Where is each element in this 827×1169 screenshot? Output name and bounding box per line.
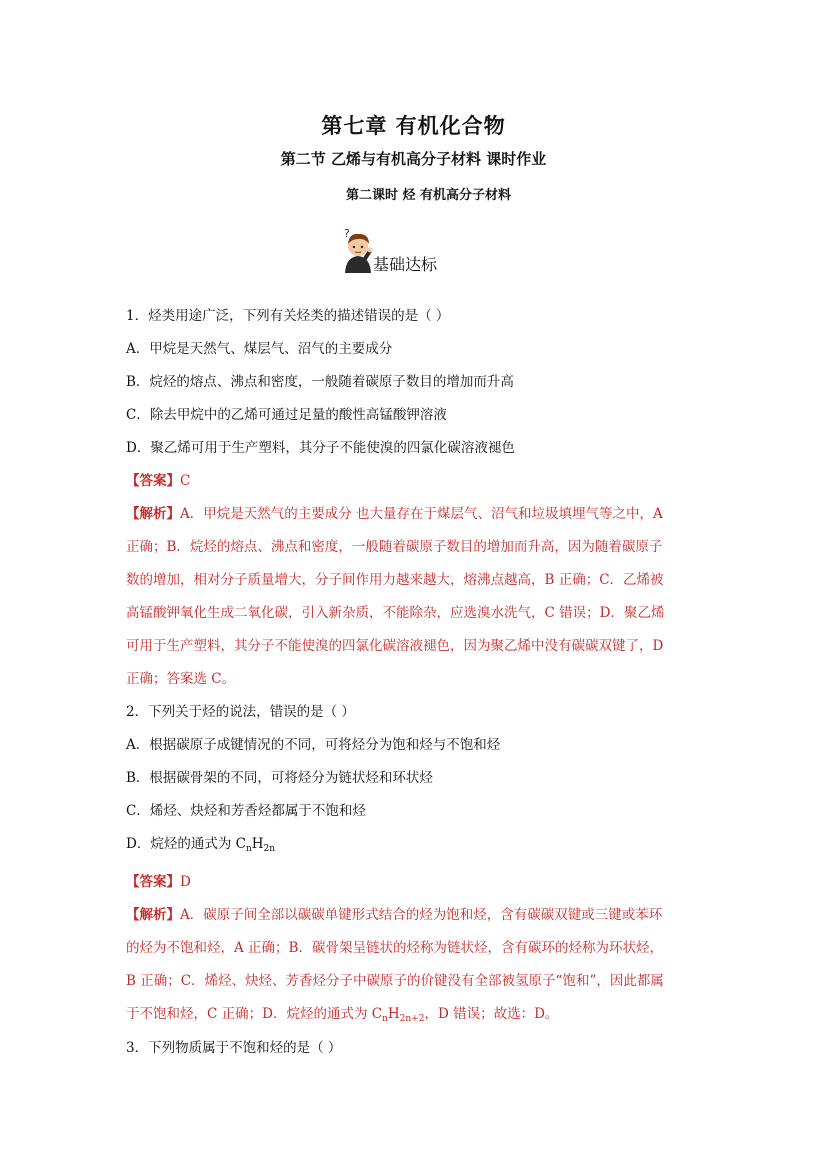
question-1-analysis-line [126,498,704,531]
analysis-hydrogen: H [387,1006,400,1022]
analysis-tag: 【解析】 [126,506,180,522]
answer-tag: 【答案】 [126,473,180,489]
lesson-title: 第二课时 烃 有机高分子材料 [345,188,512,203]
question-1-analysis-line: 正确；B．烷烃的熔点、沸点和密度，一般随着碳原子数目的增加而升高，因为随着碳原子 [126,539,663,555]
question-2-analysis-line: B 正确；C．烯烃、炔烃、芳香烃分子中碳原子的价键没有全部被氢原子“饱和”，因此都属 [126,973,664,989]
worksheet-content [126,300,704,1060]
analysis-text: A．碳原子间全部以碳碳单键形式结合的烃为饱和烃，含有碳碳双键或三键或苯环 [180,907,663,923]
analysis-tag: 【解析】 [126,907,180,923]
question-1-analysis-line: 正确；答案选 C。 [126,671,236,687]
question-1-analysis-line: 数的增加，相对分子质量增大，分子间作用力越来越大，熔沸点越高，B 正确；C．乙烯被 [126,572,664,588]
subscript: n [245,844,252,854]
answer-tag: 【答案】 [126,874,180,890]
badge-label: 基础达标 [373,255,438,274]
analysis-text: A．甲烷是天然气的主要成分 也大量存在于煤层气、沼气和垃圾填埋气等之中，A [180,506,663,522]
question-1-option-a: A．甲烷是天然气、煤层气、沼气的主要成分 [126,341,393,357]
analysis-text: 于不饱和烃，C 正确；D．烷烃的通式为 C [126,1006,383,1022]
option-d-hydrogen: H [251,836,264,852]
section-badge [340,226,460,274]
subscript: n [382,1014,388,1024]
question-1-stem: 1．烃类用途广泛，下列有关烃类的描述错误的是（ ） [126,308,450,324]
question-2-analysis-line [126,998,704,1036]
subscript: 2n+2 [399,1014,425,1024]
chapter-title: 第七章 有机化合物 [321,113,506,138]
question-1-analysis-line: 可用于生产塑料，其分子不能使溴的四氯化碳溶液褪色，因为聚乙烯中没有碳碳双键了，D [126,638,664,654]
answer-value: D [180,874,191,890]
answer-value: C [180,473,191,489]
question-2-analysis-line: 的烃为不饱和烃，A 正确；B．碳骨架呈链状的烃称为链状烃，含有碳环的烃称为环状烃， [126,940,663,956]
question-2-option-b: B．根据碳骨架的不同，可将烃分为链状烃和环状烃 [126,770,433,786]
svg-text:?: ? [344,227,350,240]
question-2-answer [126,866,704,899]
analysis-text: ，D 错误；故选：D。 [424,1006,559,1022]
question-2-option-c: C．烯烃、炔烃和芳香烃都属于不饱和烃 [126,803,366,819]
question-1-answer [126,465,704,498]
question-1-option-b: B．烷烃的熔点、沸点和密度，一般随着碳原子数目的增加而升高 [126,374,514,390]
question-2-option-d [126,828,704,866]
section-title: 第二节 乙烯与有机高分子材料 课时作业 [280,150,547,168]
question-1-option-c: C．除去甲烷中的乙烯可通过足量的酸性高锰酸钾溶液 [126,407,447,423]
question-2-option-a: A．根据碳原子成键情况的不同，可将烃分为饱和烃与不饱和烃 [126,737,501,753]
question-2-analysis-line [126,899,704,932]
student-thinking-icon [340,226,376,274]
question-1-analysis-line: 高锰酸钾氧化生成二氧化碳，引入新杂质，不能除杂，应选溴水洗气，C 错误；D．聚乙烯 [126,605,665,621]
question-3-stem: 3．下列物质属于不饱和烃的是（ ） [126,1040,342,1056]
question-1-option-d: D．聚乙烯可用于生产塑料，其分子不能使溴的四氯化碳溶液褪色 [126,440,515,456]
question-2-stem: 2．下列关于烃的说法，错误的是（ ） [126,704,355,720]
option-d-prefix: D．烷烃的通式为 C [126,836,246,852]
subscript: 2n [263,844,276,854]
